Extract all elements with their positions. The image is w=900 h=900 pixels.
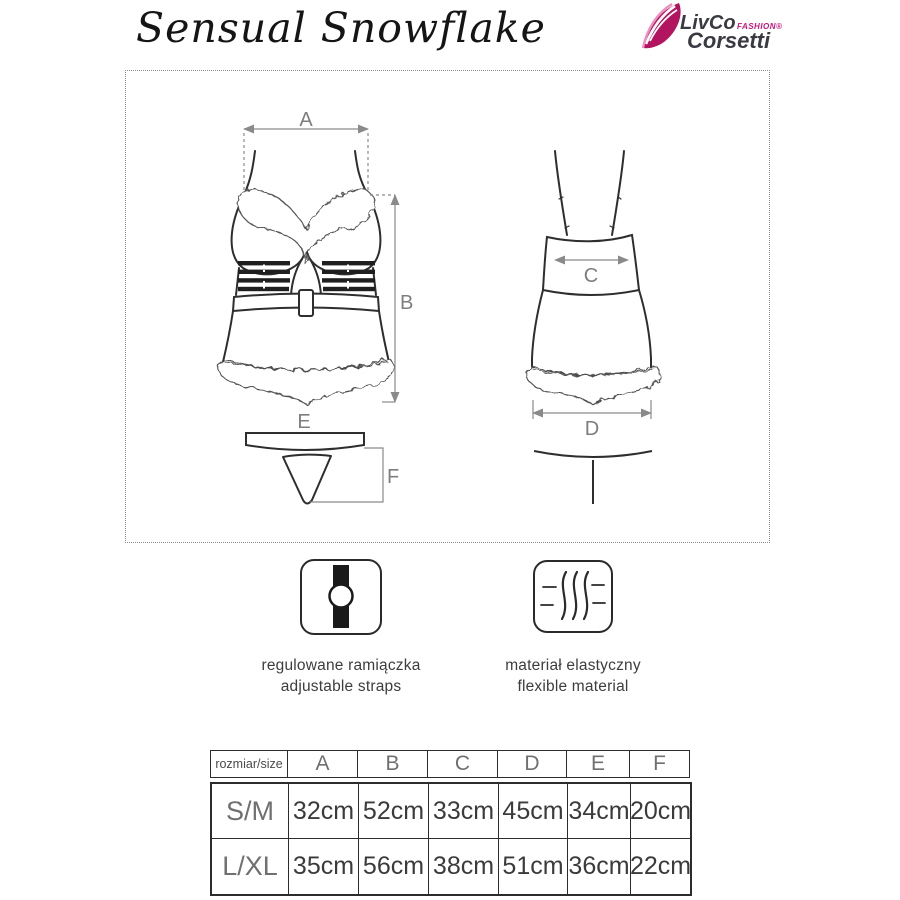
table-cell: 20cm [631,784,690,839]
header-cell-F: F [630,751,689,777]
front-skirt-side [379,311,389,362]
arrowhead [358,125,369,134]
feature-label-pl: regulowane ramiączka [261,657,421,674]
table-cell: 34cm [568,784,631,839]
table-cell: 45cm [499,784,568,839]
size-table-body [210,782,692,896]
page-title: Sensual Snowflake [136,4,546,52]
measurement-diagram-box [125,70,770,543]
table-cell: 38cm [429,839,499,894]
back-view-drawing [532,151,651,367]
table-cell: 33cm [429,784,499,839]
header-cell-A: A [288,751,358,777]
table-cell: 51cm [499,839,568,894]
brand-fashion-label: FASHION® [737,22,783,31]
header-cell-E: E [567,751,630,777]
flexible-material-icon [533,560,613,633]
header-cell-C: C [428,751,498,777]
table-cell: 56cm [359,839,429,894]
front-hem-fur [218,359,394,404]
arrowhead [532,409,543,418]
feature-label-en: adjustable straps [280,678,402,695]
arrowhead [391,194,400,205]
table-cell: 52cm [359,784,429,839]
table-cell: 32cm [289,784,359,839]
swirl-leaf [643,3,681,48]
wavy-lines [562,572,588,619]
brand-name: LivCo [680,12,736,34]
feature-caption-material [428,655,718,697]
back-skirt-side [532,290,543,367]
back-right-strap [612,151,624,235]
arrowhead [391,392,400,403]
belt-buckle [299,290,313,316]
front-side-straps [238,261,375,291]
table-cell: 22cm [631,839,690,894]
label-F: F [387,466,400,488]
size-table-header [210,750,690,778]
back-skirt-side [639,290,651,367]
feature-label-pl: materiał elastyczny [505,657,641,674]
front-left-strap [244,151,255,195]
label-D: D [584,418,600,440]
size-table [210,750,900,896]
adjustable-straps-icon [300,559,382,635]
brand-name-second: Corsetti [687,28,771,53]
garment-measurement-drawing [126,71,768,541]
row-size-label: L/XL [212,839,289,894]
front-bust-fur [238,189,375,265]
label-C: C [583,265,599,287]
front-right-strap [355,151,368,195]
brand-logo [641,1,791,55]
thong-front-waistband [246,433,364,450]
strap-adjuster-ticks [559,197,621,228]
header-cell-B: B [358,751,428,777]
measure-A [244,129,368,193]
arrowhead [641,409,652,418]
thong-back-waistband [534,451,652,457]
label-E: E [297,411,311,433]
arrowhead [243,125,254,134]
strap-ring [330,585,353,608]
table-cell: 36cm [568,839,631,894]
row-size-label: S/M [212,784,289,839]
label-B: B [400,292,414,314]
thong-front-triangle [283,455,331,504]
front-skirt-side [223,311,233,362]
feature-label-en: flexible material [517,678,629,695]
back-hem-fur [526,366,660,405]
back-left-strap [555,151,567,235]
header-cell-D: D [498,751,567,777]
header-cell-size: rozmiar/size [211,751,288,777]
label-A: A [299,109,313,131]
table-cell: 35cm [289,839,359,894]
